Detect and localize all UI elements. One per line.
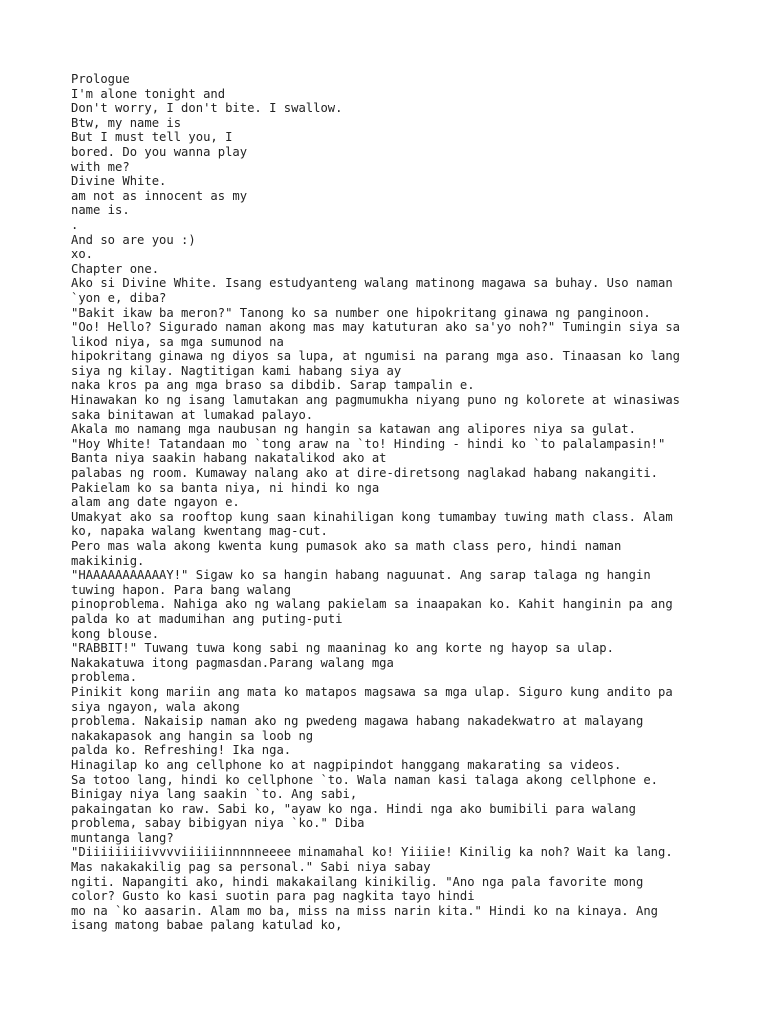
text-line: But I must tell you, I: [71, 130, 233, 145]
text-line: Banta niya saakin habang nakatalikod ako at: [71, 451, 387, 466]
text-line: problema.: [71, 670, 138, 685]
text-line: isang matong babae palang katulad ko,: [71, 918, 343, 933]
text-line: palabas ng room. Kumaway nalang ako at dire-diretsong naglakad habang nakangiti.: [71, 466, 658, 481]
text-line: Binigay niya lang saakin `to. Ang sabi,: [71, 787, 358, 802]
text-line: Pakielam ko sa banta niya, ni hindi ko nga: [71, 480, 380, 495]
text-line: problema. Nakaisip naman ako ng pwedeng magawa habang nakadekwatro at malayang: [71, 714, 644, 729]
text-line: "Bakit ikaw ba meron?" Tanong ko sa number one hipokritang ginawa ng panginoon.: [71, 305, 651, 320]
text-line: Don't worry, I don't bite. I swallow.: [71, 101, 343, 116]
text-line: Hinawakan ko ng isang lamutakan ang pagmumukha niyang puno ng kolorete at winasiwas: [71, 393, 681, 408]
text-line: "HAAAAAAAAAAAY!" Sigaw ko sa hangin habang naguunat. Ang sarap talaga ng hangin: [71, 568, 651, 583]
text-line: mo na `ko aasarin. Alam mo ba, miss na miss narin kita." Hindi ko na kinaya. Ang: [71, 903, 658, 918]
text-line: Pinikit kong mariin ang mata ko matapos magsawa sa mga ulap. Siguro kung andito pa: [71, 684, 673, 699]
text-line: "Oo! Hello? Sigurado naman akong mas may katuturan ako sa'yo noh?" Tumingin siya sa: [71, 320, 681, 335]
text-line: I'm alone tonight and: [71, 86, 226, 101]
text-line: nakakapasok ang hangin sa loob ng: [71, 728, 314, 743]
text-line: hipokritang ginawa ng diyos sa lupa, at ngumisi na parang mga aso. Tinaasan ko lang: [71, 349, 681, 364]
text-line: alam ang date ngayon e.: [71, 495, 240, 510]
text-line: name is.: [71, 203, 130, 218]
text-line: muntanga lang?: [71, 830, 174, 845]
text-line: tuwing hapon. Para bang walang: [71, 582, 292, 597]
text-line: Prologue: [71, 72, 130, 86]
text-line: xo.: [71, 247, 94, 262]
text-line: Mas nakakakilig pag sa personal." Sabi niya sabay: [71, 860, 431, 875]
text-line: kong blouse.: [71, 626, 160, 641]
text-line: Pero mas wala akong kwenta kung pumasok ako sa math class pero, hindi naman: [71, 539, 622, 553]
text-line: Sa totoo lang, hindi ko cellphone `to. Wala naman kasi talaga akong cellphone e.: [71, 772, 658, 787]
text-line: "Hoy White! Tatandaan mo `tong araw na `to! Hinding - hindi ko `to palalampasin!": [71, 436, 666, 451]
text-line: Hinagilap ko ang cellphone ko at nagpipindot hanggang makarating sa videos.: [71, 757, 622, 772]
text-line: palda ko at madumihan ang puting-puti: [71, 611, 343, 626]
document-text: [71, 72, 711, 933]
text-line: color? Gusto ko kasi suotin para pag nagkita tayo hindi: [71, 889, 475, 904]
text-line: likod niya, sa mga sumunod na: [71, 334, 284, 349]
text-line: pinoproblema. Nahiga ako ng walang pakielam sa inaapakan ko. Kahit hanginin pa ang: [71, 597, 673, 612]
text-line: naka kros pa ang mga braso sa dibdib. Sarap tampalin e.: [71, 378, 475, 393]
text-line: `yon e, diba?: [71, 290, 167, 305]
text-line: Akala mo namang mga naubusan ng hangin sa katawan ang alipores niya sa gulat.: [71, 422, 636, 437]
text-line: "RABBIT!" Tuwang tuwa kong sabi ng maaninag ko ang korte ng hayop sa ulap.: [71, 641, 614, 656]
text-line: with me?: [71, 159, 130, 174]
text-line: problema, sabay bibigyan niya `ko." Diba: [71, 816, 365, 831]
text-line: bored. Do you wanna play: [71, 144, 248, 159]
text-line: siya ng kilay. Nagtitigan kami habang siya ay: [71, 363, 402, 378]
text-line: .: [71, 217, 79, 232]
text-line: saka binitawan at lumakad palayo.: [71, 407, 314, 422]
text-line: "Diiiiiiiiivvvviiiiiinnnnneeee minamahal ko! Yiiiie! Kinilig ka noh? Wait ka lang.: [71, 845, 673, 860]
text-line: pakaingatan ko raw. Sabi ko, "ayaw ko nga. Hindi nga ako bumibili para walang: [71, 801, 636, 816]
text-line: Divine White.: [71, 174, 167, 189]
text-line: Umakyat ako sa rooftop kung saan kinahiligan kong tumambay tuwing math class. Alam: [71, 509, 673, 524]
text-line: Btw, my name is: [71, 115, 182, 130]
text-line: Nakakatuwa itong pagmasdan.Parang walang mga: [71, 655, 394, 670]
text-line: ko, napaka walang kwentang mag-cut.: [71, 524, 328, 539]
text-line: ngiti. Napangiti ako, hindi makakailang kinikilig. "Ano nga pala favorite mong: [71, 874, 644, 889]
text-line: palda ko. Refreshing! Ika nga.: [71, 743, 292, 758]
text-line: makikinig.: [71, 553, 145, 568]
text-line: siya ngayon, wala akong: [71, 699, 240, 714]
text-line: am not as innocent as my: [71, 188, 248, 203]
text-line: Ako si Divine White. Isang estudyanteng walang matinong magawa sa buhay. Uso naman: [71, 276, 673, 291]
text-line: And so are you :): [71, 232, 196, 247]
text-line: Chapter one.: [71, 261, 160, 276]
